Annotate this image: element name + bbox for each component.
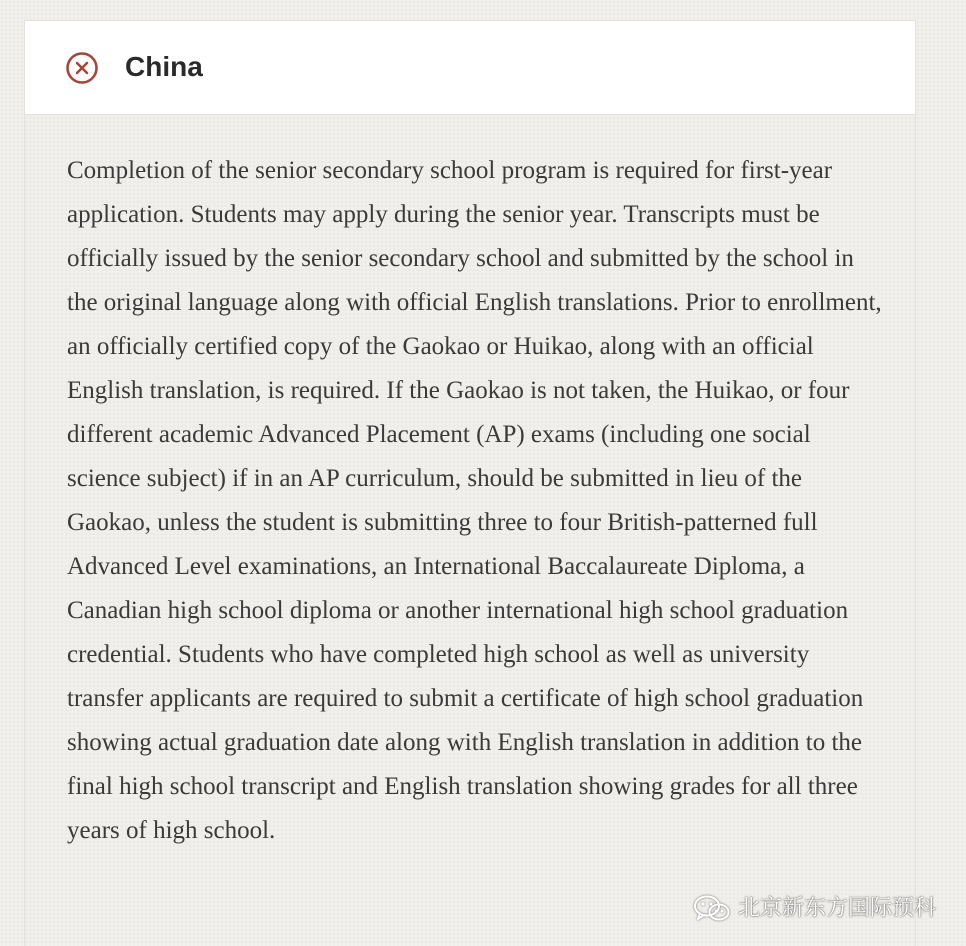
watermark-text: 北京新东方国际预科 — [737, 896, 936, 921]
panel-title: China — [125, 51, 203, 82]
panel-body-text: Completion of the senior secondary school program is required for first-year application. Students may apply during the senior year. Transcripts must be officially issued by the senior secondary school and submitted by the school in the original language along with official English translations. Prior to enrollment, an officially certified copy of the Gaokao or Huikao, along with an official English translation, is required. If the Gaokao is not taken, the Huikao, or four different academic Advanced Placement (AP) exams (including one social science subject) if in an AP curriculum, should be submitted in lieu of the Gaokao, unless the student is submitting three to four British-patterned full Advanced Level examinations, an International Baccalaureate Diploma, a Canadian high school diploma or another international high school graduation credential. Students who have completed high school as well as university transfer applicants are required to submit a certificate of high school graduation showing actual graduation date along with English translation in addition to the final high school transcript and English translation showing grades for all three years of high school. — [67, 157, 882, 844]
circle-x-icon — [65, 51, 99, 85]
accordion-panel — [24, 20, 916, 946]
close-button[interactable] — [65, 51, 99, 85]
wechat-icon — [692, 894, 732, 924]
accordion-header[interactable] — [25, 21, 915, 115]
watermark — [692, 894, 936, 924]
